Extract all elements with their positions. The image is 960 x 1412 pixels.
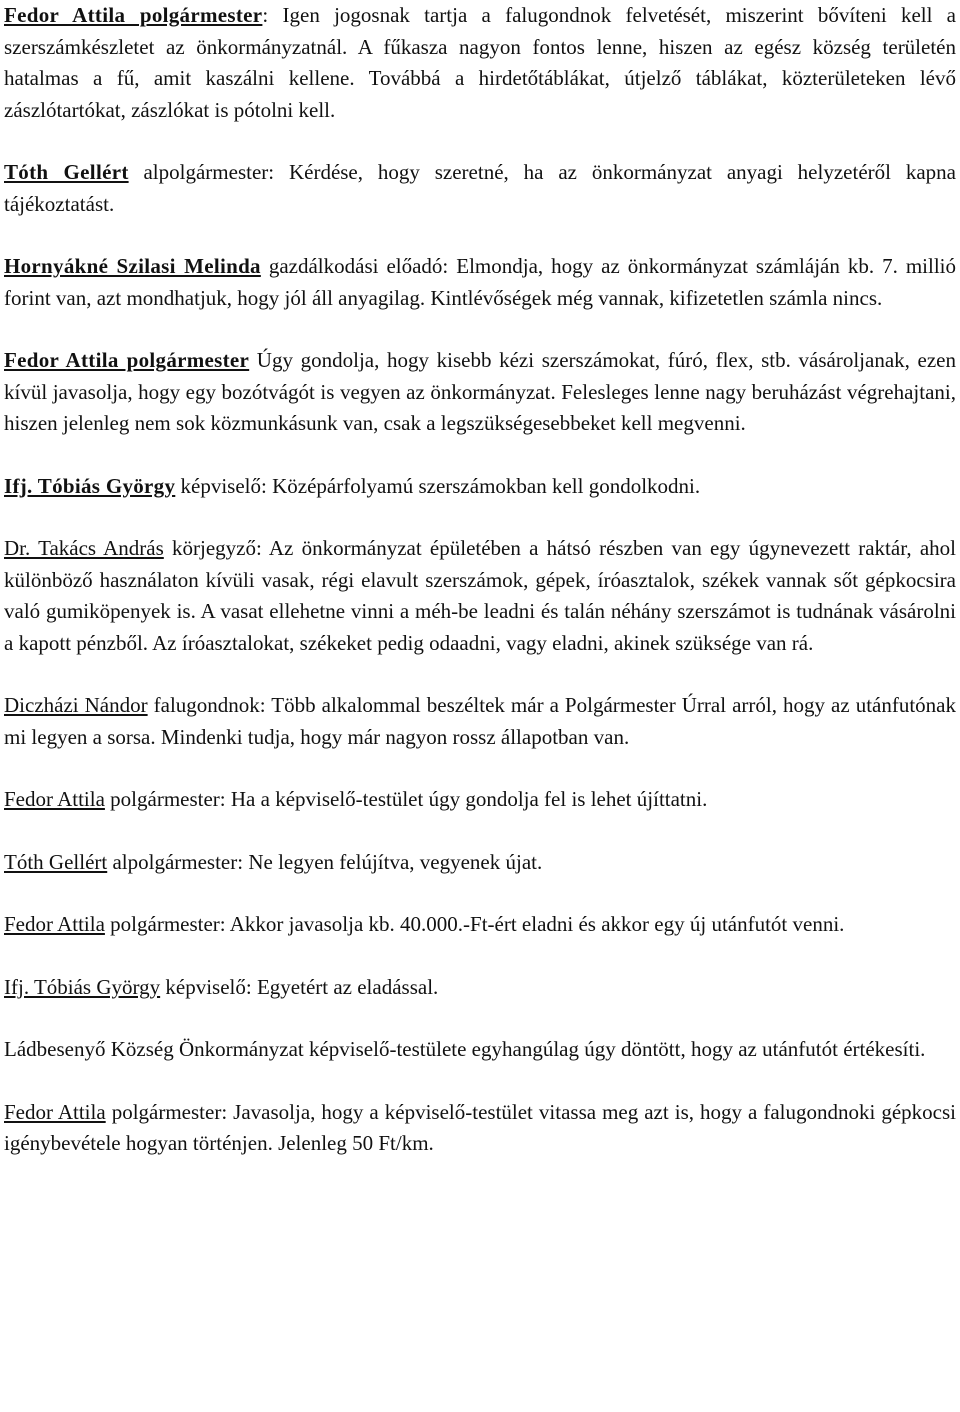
paragraph-text: polgármester: Ha a képviselő-testület úgy gondolja fel is lehet újíttatni. xyxy=(104,787,708,811)
speaker-name: Diczházi Nándor xyxy=(4,693,148,717)
document-page xyxy=(4,0,956,1191)
speaker-name: Fedor Attila polgármester xyxy=(4,3,263,27)
speaker-name: Fedor Attila xyxy=(4,787,105,811)
paragraph-4 xyxy=(4,345,956,440)
paragraph-text: alpolgármester: Ne legyen felújítva, vegyenek újat. xyxy=(107,849,543,874)
paragraph-9 xyxy=(4,847,956,879)
speaker-name: Dr. Takács András xyxy=(4,536,164,560)
paragraph-6 xyxy=(4,533,956,659)
paragraph-1 xyxy=(4,0,956,126)
paragraph-5 xyxy=(4,471,956,503)
paragraph-3 xyxy=(4,251,956,314)
speaker-name: Fedor Attila xyxy=(4,912,105,936)
paragraph-7 xyxy=(4,690,956,753)
paragraph-text: polgármester: Akkor javasolja kb. 40.000.-Ft-ért eladni és akkor egy új utánfutót venni. xyxy=(104,912,845,936)
paragraph-text: gazdálkodási előadó: Elmondja, hogy az önkormányzat számláján kb. 7. millió forint van, azt mondhatjuk, hogy jól áll anyagilag. Kintlévőségek még vannak, kifizetetlen számla nincs. xyxy=(4,254,956,310)
speaker-name: Tóth Gellért xyxy=(4,849,108,874)
paragraph-text: Igen jogosnak tartja a falugondnok felvetését, miszerint bővíteni kell a szerszámkészletet az önkormányzatnál. A fűkasza nagyon fontos lenne, hiszen az egész község területén hatalmas a fű, amit kaszálni kellene. Továbbá a hirdetőtáblákat, útjelző táblákat, közterületeken lévő zászlótartókat, zászlókat is pótolni kell. xyxy=(4,3,957,122)
paragraph-10 xyxy=(4,909,956,941)
speaker-name: Ifj. Tóbiás György xyxy=(4,974,161,999)
speaker-name: Hornyákné Szilasi Melinda xyxy=(4,254,261,278)
paragraph-text: Úgy gondolja, hogy kisebb kézi szerszámokat, fúró, flex, stb. vásároljanak, ezen kívül javasolja, hogy egy bozótvágót is vegyen az önkormányzat. Felesleges lenne nagy beruházást végrehajtani, hiszen jelenleg nem sok közmunkásunk van, csak a legszükségesebbeket kell megvenni. xyxy=(4,348,956,435)
speaker-name: Tóth Gellért xyxy=(4,160,129,184)
paragraph-2 xyxy=(4,157,956,220)
paragraph-text: képviselő: Egyetért az eladással. xyxy=(160,974,439,999)
paragraph-12 xyxy=(4,1034,956,1066)
paragraph-text: alpolgármester: Kérdése, hogy szeretné, ha az önkormányzat anyagi helyzetéről kapna tájékoztatást. xyxy=(4,160,956,216)
paragraph-text: Ládbesenyő Község Önkormányzat képviselő-testülete egyhangúlag úgy döntött, hogy az utánfutót értékesíti. xyxy=(4,1037,926,1061)
paragraph-8 xyxy=(4,784,956,816)
speaker-name: Ifj. Tóbiás György xyxy=(4,473,176,498)
speaker-name: Fedor Attila xyxy=(4,1099,106,1124)
paragraph-13 xyxy=(4,1097,956,1160)
speaker-separator: : xyxy=(262,3,269,27)
paragraph-11 xyxy=(4,972,956,1004)
speaker-name: Fedor Attila polgármester xyxy=(4,348,250,372)
paragraph-text: képviselő: Középárfolyamú szerszámokban kell gondolkodni. xyxy=(175,473,701,498)
paragraph-text: falugondnok: Több alkalommal beszéltek már a Polgármester Úrral arról, hogy az utánfutónak mi legyen a sorsa. Mindenki tudja, hogy már nagyon rossz állapotban van. xyxy=(4,693,956,749)
paragraph-text: polgármester: Javasolja, hogy a képviselő-testület vitassa meg azt is, hogy a falugondnoki gépkocsi igénybevétele hogyan történjen. Jelenleg 50 Ft/km. xyxy=(4,1099,956,1155)
paragraph-text: körjegyző: Az önkormányzat épületében a hátsó részben van egy úgynevezett raktár, ahol különböző használaton kívüli vasak, régi elavult szerszámok, gépek, íróasztalok, székek vannak sőt gépkocsira való gumiköpenyek is. A vasat ellehetne vinni a méh-be leadni és talán néhány szerszámot is tudnának vásárolni a kapott pénzből. Az íróasztalokat, székeket pedig odaadni, vagy eladni, akinek szüksége van rá. xyxy=(4,536,956,655)
